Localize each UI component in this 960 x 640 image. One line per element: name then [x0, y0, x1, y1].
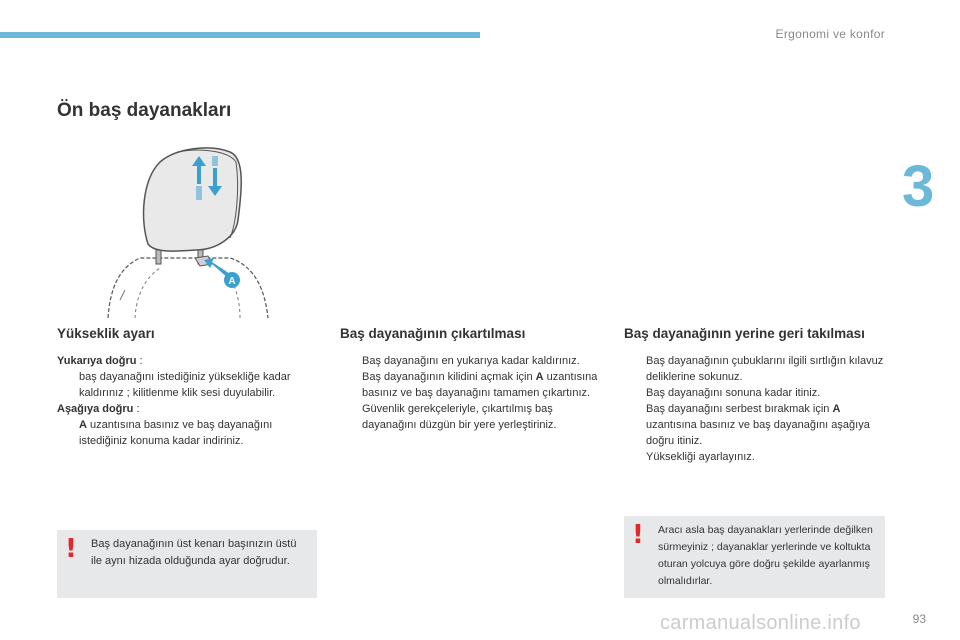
warning-icon: ! [65, 534, 77, 564]
page-title: Ön baş dayanakları [57, 100, 232, 121]
top-accent-bar [0, 32, 480, 38]
up-label-line: Yukarıya doğru : [57, 355, 143, 367]
note-correct-height [57, 530, 317, 598]
removal-step-3: Güvenlik gerekçeleriyle, çıkartılmış baş dayanağını düzgün bir yere yerleştiriniz. [362, 403, 557, 431]
reinstall-step-4: Yüksekliği ayarlayınız. [646, 451, 755, 463]
column-removal [340, 326, 600, 433]
removal-step-1: Baş dayanağını en yukarıya kadar kaldırınız. [362, 355, 580, 367]
dotted-line-2 [212, 156, 218, 166]
reinstall-step-1: Baş dayanağının çubuklarını ilgili sırtlığın kılavuz deliklerine sokunuz. [646, 355, 884, 383]
down-instruction: A uzantısına basınız ve baş dayanağını istediğiniz konuma kadar indiriniz. [79, 419, 273, 447]
heading-removal: Baş dayanağının çıkartılması [340, 326, 526, 341]
note-text: Baş dayanağının üst kenarı başınızın üstü ile aynı hizada olduğunda ayar doğrudur. [91, 538, 297, 567]
section-label: Ergonomi ve konfor [775, 27, 885, 41]
page-number: 93 [912, 612, 926, 626]
column-height-adjust [57, 326, 317, 449]
label-a-text: A [228, 276, 236, 287]
seat-back [108, 258, 268, 318]
heading-reinstall: Baş dayanağının yerine geri takılması [624, 326, 865, 341]
down-label-line: Aşağıya doğru : [57, 403, 140, 415]
note-driving-warning [624, 516, 885, 598]
removal-step-2: Baş dayanağının kilidini açmak için A uzantısına basınız ve baş dayanağını tamamen çıkartınız. [362, 371, 598, 399]
warning-icon: ! [632, 520, 644, 550]
reinstall-step-3: Baş dayanağını serbest bırakmak için A uzantısına basınız ve baş dayanağını aşağıya doğru itiniz. [646, 403, 870, 447]
headrest-cushion [144, 148, 242, 251]
chapter-number: 3 [902, 154, 935, 219]
note-text: Aracı asla baş dayanakları yerlerinde değilken sürmeyiniz ; dayanaklar yerlerinde ve koltukta oturan yolcuya göre doğru şekilde ayarlanmış olmalıdırlar. [658, 524, 873, 587]
heading-height-adjust: Yükseklik ayarı [57, 326, 155, 341]
headrest-illustration [100, 140, 272, 320]
column-reinstall [624, 326, 884, 465]
reinstall-step-2: Baş dayanağını sonuna kadar itiniz. [646, 387, 821, 399]
watermark: carmanualsonline.info [660, 612, 861, 634]
dotted-line-1 [196, 186, 202, 200]
up-instruction: baş dayanağını istediğiniz yüksekliğe kadar kaldırınız ; kilitlenme klik sesi duyulabilir. [79, 371, 291, 399]
